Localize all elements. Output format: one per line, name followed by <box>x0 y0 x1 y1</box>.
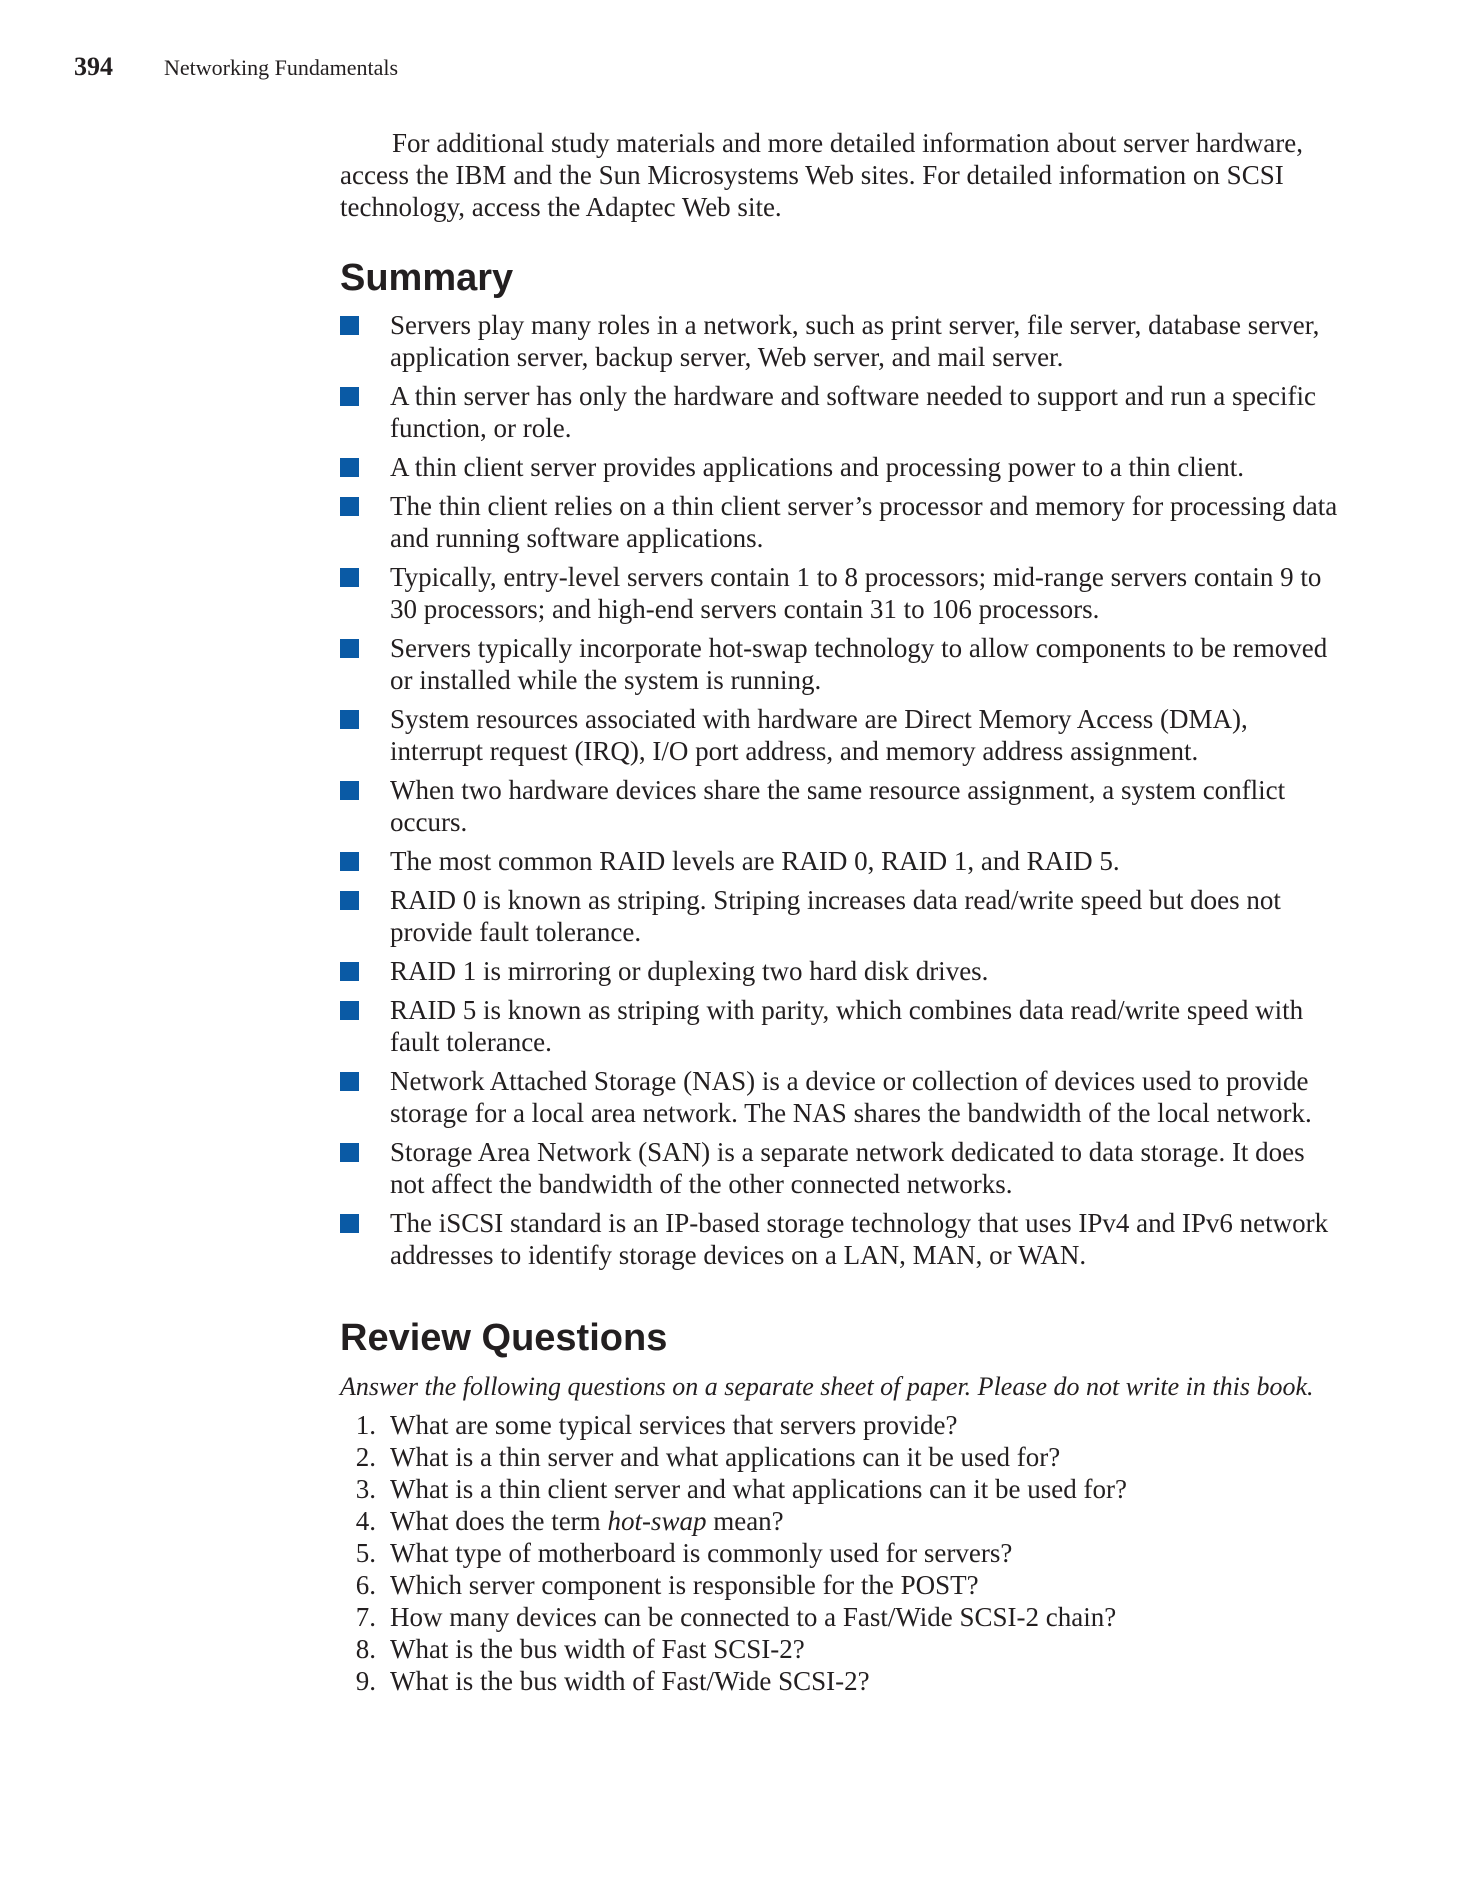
square-bullet-icon <box>340 852 359 871</box>
summary-item <box>340 380 1340 444</box>
summary-list <box>340 309 1340 1271</box>
review-question <box>340 1601 1340 1633</box>
summary-item-text: RAID 0 is known as striping. Striping increases data read/write speed but does not provide fault tolerance. <box>390 885 1281 947</box>
question-number: 8. <box>355 1634 376 1664</box>
question-text-end: mean? <box>706 1506 784 1536</box>
question-text <box>390 1633 805 1665</box>
square-bullet-icon <box>340 891 359 910</box>
review-question <box>340 1537 1340 1569</box>
square-bullet-icon <box>340 1001 359 1020</box>
intro-paragraph: For additional study materials and more detailed information about server hardware, access the IBM and the Sun Microsystems Web sites. For detailed information on SCSI technology, access the Adaptec Web site. <box>340 128 1303 222</box>
summary-item <box>340 451 1340 483</box>
square-bullet-icon <box>340 639 359 658</box>
summary-item-text: RAID 5 is known as striping with parity, which combines data read/write speed with fault tolerance. <box>390 995 1304 1057</box>
question-text <box>390 1505 784 1537</box>
summary-item-text: Network Attached Storage (NAS) is a device or collection of devices used to provide storage for a local area network. The NAS shares the bandwidth of the local network. <box>390 1066 1312 1128</box>
question-text <box>390 1409 958 1441</box>
page-number: 394 <box>74 52 113 81</box>
summary-item-text: When two hardware devices share the same resource assignment, a system conflict occurs. <box>390 775 1286 837</box>
review-question <box>340 1569 1340 1601</box>
question-text-start: What is the bus width of Fast SCSI-2? <box>390 1634 805 1664</box>
review-question <box>340 1473 1340 1505</box>
question-text-start: What is the bus width of Fast/Wide SCSI-2? <box>390 1666 870 1696</box>
square-bullet-icon <box>340 316 359 335</box>
question-number: 2. <box>355 1442 376 1472</box>
review-question <box>340 1441 1340 1473</box>
question-text-start: What are some typical services that servers provide? <box>390 1410 958 1440</box>
summary-item-text: A thin server has only the hardware and software needed to support and run a specific function, or role. <box>390 381 1316 443</box>
question-text-start: What does the term <box>390 1506 608 1536</box>
summary-item <box>340 955 1340 987</box>
summary-item-text: A thin client server provides applications and processing power to a thin client. <box>390 452 1245 482</box>
summary-item <box>340 632 1340 696</box>
square-bullet-icon <box>340 1214 359 1233</box>
summary-item-text: Typically, entry-level servers contain 1 to 8 processors; mid-range servers contain 9 to 30 processors; and high-end servers contain 31 to 106 processors. <box>390 562 1322 624</box>
question-number: 1. <box>355 1410 376 1440</box>
question-text <box>390 1665 870 1697</box>
review-question <box>340 1633 1340 1665</box>
book-title: Networking Fundamentals <box>164 55 399 80</box>
question-text-start: What is a thin server and what applications can it be used for? <box>390 1442 1061 1472</box>
summary-item <box>340 490 1340 554</box>
summary-item-text: The most common RAID levels are RAID 0, RAID 1, and RAID 5. <box>390 846 1120 876</box>
question-number: 4. <box>355 1506 376 1536</box>
question-list <box>340 1409 1340 1697</box>
review-question <box>340 1505 1340 1537</box>
summary-item <box>340 1207 1340 1271</box>
summary-item-text: The thin client relies on a thin client server’s processor and memory for processing data and running software applications. <box>390 491 1338 553</box>
square-bullet-icon <box>340 962 359 981</box>
summary-item-text: The iSCSI standard is an IP-based storage technology that uses IPv4 and IPv6 network addresses to identify storage devices on a LAN, MAN, or WAN. <box>390 1208 1329 1270</box>
question-text-start: What is a thin client server and what applications can it be used for? <box>390 1474 1127 1504</box>
running-head <box>74 52 398 82</box>
summary-item-text: RAID 1 is mirroring or duplexing two hard disk drives. <box>390 956 989 986</box>
summary-item <box>340 845 1340 877</box>
review-questions-heading: Review Questions <box>340 1317 668 1359</box>
review-question <box>340 1665 1340 1697</box>
summary-item <box>340 703 1340 767</box>
question-number: 7. <box>355 1602 376 1632</box>
question-text <box>390 1473 1127 1505</box>
question-text <box>390 1569 979 1601</box>
question-text <box>390 1601 1116 1633</box>
square-bullet-icon <box>340 1143 359 1162</box>
question-number: 5. <box>355 1538 376 1568</box>
question-number: 3. <box>355 1474 376 1504</box>
summary-item <box>340 1136 1340 1200</box>
summary-item <box>340 994 1340 1058</box>
question-text-start: What type of motherboard is commonly used for servers? <box>390 1538 1013 1568</box>
square-bullet-icon <box>340 568 359 587</box>
summary-heading: Summary <box>340 257 514 299</box>
summary-item <box>340 309 1340 373</box>
question-text <box>390 1537 1012 1569</box>
question-number: 9. <box>355 1666 376 1696</box>
question-text-start: How many devices can be connected to a Fast/Wide SCSI-2 chain? <box>390 1602 1117 1632</box>
review-instructions: Answer the following questions on a separate sheet of paper. Please do not write in this book. <box>340 1372 1314 1401</box>
question-number: 6. <box>355 1570 376 1600</box>
summary-item <box>340 774 1340 838</box>
review-question <box>340 1409 1340 1441</box>
square-bullet-icon <box>340 458 359 477</box>
summary-item-text: Servers typically incorporate hot-swap technology to allow components to be removed or installed while the system is running. <box>390 633 1328 695</box>
summary-item <box>340 1065 1340 1129</box>
square-bullet-icon <box>340 710 359 729</box>
summary-item-text: System resources associated with hardware are Direct Memory Access (DMA), interrupt request (IRQ), I/O port address, and memory address assignment. <box>390 704 1248 766</box>
square-bullet-icon <box>340 497 359 516</box>
summary-item-text: Storage Area Network (SAN) is a separate network dedicated to data storage. It does not affect the bandwidth of the other connected networks. <box>390 1137 1305 1199</box>
question-text-start: Which server component is responsible for the POST? <box>390 1570 979 1600</box>
summary-item-text: Servers play many roles in a network, such as print server, file server, database server, application server, backup server, Web server, and mail server. <box>390 310 1320 372</box>
square-bullet-icon <box>340 1072 359 1091</box>
question-text <box>390 1441 1060 1473</box>
summary-item <box>340 884 1340 948</box>
summary-item <box>340 561 1340 625</box>
square-bullet-icon <box>340 387 359 406</box>
square-bullet-icon <box>340 781 359 800</box>
question-emphasis-term: hot-swap <box>607 1506 707 1536</box>
page-content <box>340 127 1340 1697</box>
